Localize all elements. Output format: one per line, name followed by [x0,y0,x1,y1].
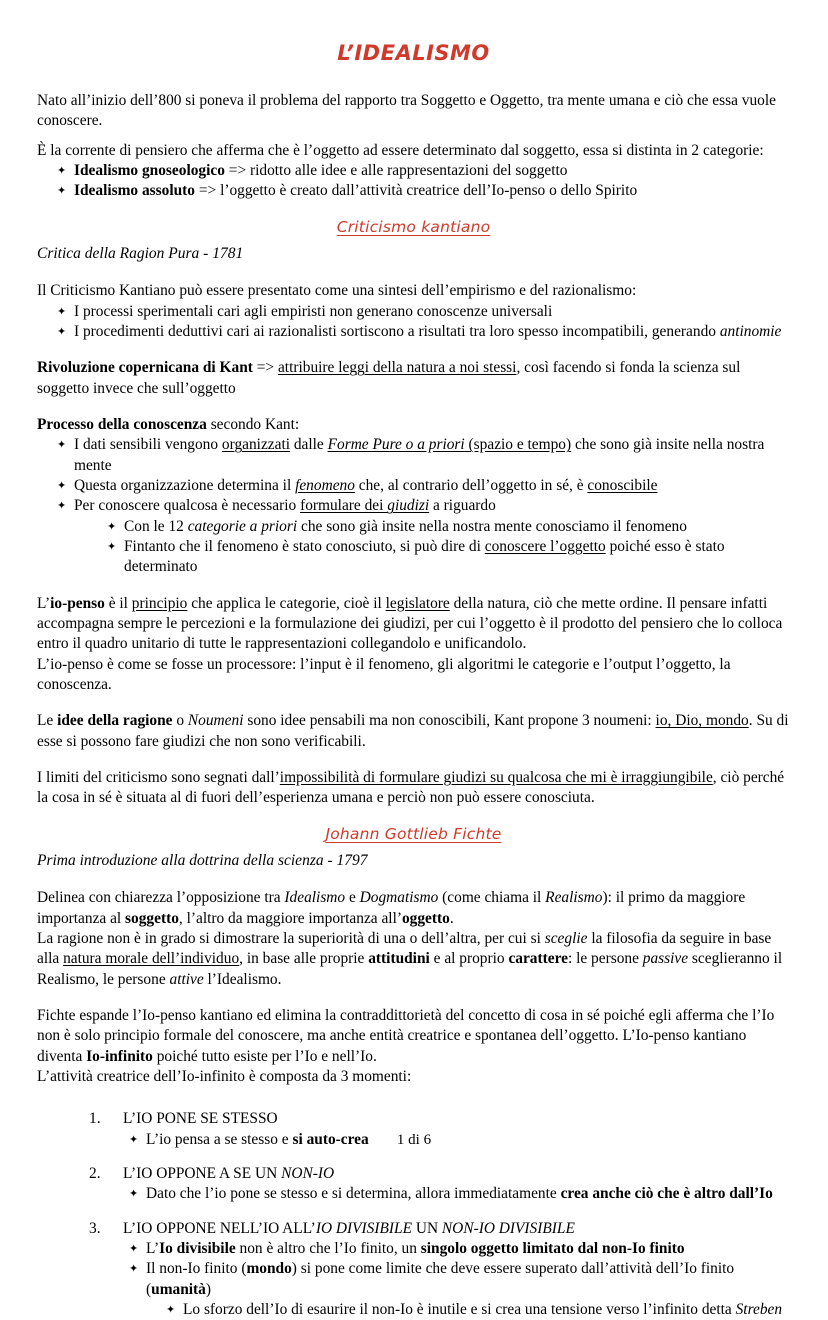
text-run: e [345,889,360,907]
spacer [37,272,790,281]
page-title: L’IDEALISMO [337,41,490,65]
fichte-paragraph-2 [37,929,790,990]
text-italic: sceglie [544,930,588,948]
text-run: I limiti del criticismo sono segnati dall’ [37,769,280,787]
io-penso-paragraph-1 [37,594,790,655]
text-run: l’Idealismo. [203,970,282,988]
spacer [37,578,790,594]
momento-sub-bullet-list [166,1300,790,1320]
processo-rest: secondo Kant: [206,416,300,434]
text-run: , ciò perché la cosa in sé è situata al di fuori dell’esperienza umana e perciò non può essere conosciuta. [37,769,785,807]
spacer [37,342,790,358]
momento-title: L’IO OPPONE A SE UN [123,1165,282,1183]
bullet-underline: formulare dei [300,497,388,515]
bullet-bold: si auto-crea [292,1130,369,1148]
bullet-bold: Io divisibile [159,1240,236,1258]
text-run: la filosofia da seguire in base alla [37,930,772,968]
bullet-italic: antinomie [719,323,782,341]
rivoluzione-rest: , così facendo si fonda la scienza sul soggetto invece che sull’oggetto [37,359,741,397]
fichte-work-reference: Prima introduzione alla dottrina della scienza - 1797 [37,852,368,870]
momento-title-mid: UN [411,1219,442,1237]
text-run: o [172,712,188,730]
bullet-bold-lead: Idealismo assoluto [74,182,196,200]
processo-bullet-list [57,435,790,577]
text-run: è il [104,594,132,612]
bullet-text: non è altro che l’Io finito, un [235,1240,421,1258]
bullet-text: a riguardo [429,497,496,515]
text-run: e al proprio [429,950,509,968]
bullet-underline: conoscere l’oggetto [484,538,606,556]
idee-underline: io, Dio, mondo [655,712,749,730]
fichte-paragraph-1 [37,888,790,929]
io-penso-bold: io-penso [50,594,105,612]
io-penso-paragraph-2: L’io-penso è come se fosse un processore: l’input è il fenomeno, gli algoritmi le categorie e l’output l’oggetto, la conoscenza. [37,655,731,694]
text-run: Le [37,712,58,730]
list-item [89,1219,790,1320]
bullet-bold: umanità [151,1280,206,1298]
criticismo-work-reference: Critica della Ragion Pura - 1781 [37,245,244,263]
bullet-bold-lead: Idealismo gnoseologico [74,162,225,180]
spacer [37,752,790,768]
list-item [129,1239,790,1259]
text-italic: attive [169,970,204,988]
text-run: (come chiama il [438,889,546,907]
text-underline: natura morale dell’individuo [63,950,240,968]
text-run: ): il primo da maggiore importanza al [37,889,746,927]
text-run: . [449,909,454,927]
bullet-underline: conoscibile [587,477,658,495]
bullet-text: che sono già insite nella nostra mente [74,436,765,474]
text-bold: oggetto [401,909,450,927]
page-footer: 1 di 6 [396,1132,432,1148]
text-underline: principio [131,594,188,612]
bullet-text: Questa organizzazione determina il [74,477,296,495]
list-item [166,1300,790,1320]
text-run: sono idee pensabili ma non conoscibili, Kant propone 3 noumeni: [243,712,656,730]
text-run: La ragione non è in grado si dimostrare la superiorità di una o dell’altra, per cui si [37,930,545,948]
text-run: . Su di esse si possono fare giudizi che non sono verificabili. [37,712,789,750]
rivoluzione-copernicana-paragraph [37,358,790,399]
bullet-text: Con le 12 [124,517,188,535]
text-run: , in base alle proprie [239,950,369,968]
text-italic: Dogmatismo [359,889,439,907]
rivoluzione-underlined: attribuire leggi della natura a noi stessi [277,359,517,377]
bullet-text: => ridotto alle idee e alle rappresentazioni del soggetto [224,162,568,180]
bullet-italic-underline: giudizi [387,497,430,515]
idee-italic: Noumeni [187,712,244,730]
limiti-underline: impossibilità di formulare giudizi su qualcosa che mi è irraggiungibile [279,769,713,787]
bullet-text: Fintanto che il fenomeno è stato conosciuto, si può dire di [124,538,485,556]
list-item [89,1164,790,1205]
list-item [129,1259,790,1320]
bullet-text: poiché esso è stato determinato [124,538,725,576]
spacer [37,1087,790,1109]
bullet-italic: categorie a priori [187,517,298,535]
bullet-text: che, al contrario dell’oggetto in sé, è [354,477,588,495]
list-item [57,435,790,476]
bullet-text: ) [205,1280,212,1298]
text-run: L’ [37,594,51,612]
intro-bullet-list [57,161,790,202]
bullet-text: L’io pensa a se stesso e [146,1130,293,1148]
list-item [57,161,790,181]
bullet-underline: (spazio e tempo) [464,436,572,454]
bullet-italic-underline: Forme Pure o a priori [327,436,465,454]
text-italic: passive [642,950,689,968]
text-run: Fichte espande l’Io-penso kantiano ed elimina la contraddittorietà del concetto di cosa in sé poiché egli afferma che l’Io non è solo principio formale del conoscere, ma anche entità creatrice e spontanea dell’oggetto. L’Io-penso kantiano diventa [37,1007,775,1065]
bullet-text: Lo sforzo dell’Io di esaurire il non-Io è inutile e si crea una tensione verso l’infinito detta [183,1301,736,1318]
idee-bold: idee della ragione [57,712,173,730]
momento-bullet-list [129,1184,790,1204]
momento-title-italic: NON-IO [281,1165,335,1183]
intro-paragraph-2: È la corrente di pensiero che afferma che è l’oggetto ad essere determinato dal soggetto, essa si distinta in 2 categorie: [37,141,764,159]
text-italic: Realismo [545,889,603,907]
list-item [107,537,790,578]
processo-bold-lead: Processo della conoscenza [37,416,207,434]
momento-title: L’IO OPPONE NELL’IO ALL’ [123,1219,316,1237]
bullet-bold: singolo oggetto limitato dal non-Io finito [420,1240,685,1258]
list-item [57,181,790,201]
momento-title-italic: IO DIVISIBILE [315,1219,412,1237]
spacer [37,879,790,888]
spacer [37,695,790,711]
section-heading-criticismo: Criticismo kantiano [336,217,491,236]
list-item [57,476,790,496]
idee-della-ragione-paragraph [37,711,790,752]
rivoluzione-bold-lead: Rivoluzione copernicana di Kant [37,359,253,377]
criticismo-intro-line: Il Criticismo Kantiano può essere presentato come una sintesi dell’empirismo e del razionalismo: [37,282,637,300]
text-run: : le persone [567,950,643,968]
list-item [129,1184,790,1204]
bullet-italic: Streben [735,1301,783,1318]
bullet-text: che sono già insite nella nostra mente conosciamo il fenomeno [297,517,687,535]
list-item [107,517,790,537]
list-item [57,322,790,342]
spacer [37,990,790,1006]
momento-title-italic-2: NON-IO DIVISIBILE [441,1219,575,1237]
list-item [57,496,790,577]
text-run: sceglieranno il Realismo, le persone [37,950,783,988]
bullet-text: => l’oggetto è creato dall’attività creatrice dell’Io-penso o dello Spirito [195,182,638,200]
bullet-text: I dati sensibili vengono [74,436,222,454]
momento-bullet-list [129,1239,790,1320]
bullet-text: Per conoscere qualcosa è necessario [74,497,301,515]
bullet-text: dalle [290,436,328,454]
criticismo-intro-bullets [57,302,790,343]
text-bold: attitudini [368,950,430,968]
section-heading-fichte: Johann Gottlieb Fichte [325,824,502,843]
text-italic: Idealismo [284,889,346,907]
momento-title: L’IO PONE SE STESSO [123,1110,278,1128]
bullet-text: I processi sperimentali cari agli empiristi non generano conoscenze universali [74,302,553,320]
text-run: che applica le categorie, cioè il [187,594,386,612]
bullet-text: Il non-Io finito ( [146,1260,247,1278]
bullet-bold: crea anche ciò che è altro dall’Io [560,1185,773,1203]
bullet-text: L’ [146,1240,160,1258]
spacer [37,399,790,415]
text-bold: carattere [508,950,568,968]
spacer [37,132,790,141]
text-bold: soggetto [125,909,179,927]
limiti-criticismo-paragraph [37,768,790,809]
bullet-text: ) si pone come limite che deve essere superato dall’attività dell’Io finito ( [146,1260,735,1298]
bullet-underline: organizzati [221,436,290,454]
bullet-bold: mondo [246,1260,292,1278]
bullet-text: I procedimenti deduttivi cari ai razionalisti sortiscono a risultati tra loro spesso incompatibili, generando [74,323,720,341]
intro-paragraph-1: Nato all’inizio dell’800 si poneva il problema del rapporto tra Soggetto e Oggetto, tra mente umana e ciò che essa vuole conoscere. [37,92,776,130]
fichte-paragraph-3 [37,1006,790,1067]
text-run: poiché tutto esiste per l’Io e nell’Io. [152,1047,377,1065]
processo-sub-bullet-list [107,517,790,578]
processo-conoscenza-lead [37,415,790,435]
text-run: della natura, ciò che mette ordine. Il pensare infatti accompagna sempre le percezioni e la formulazione dei giudizi, per cui l’oggetto è il prodotto del pensiero che lo colloca entro il quadro unitario di tutte le rappresentazioni collegandolo e unificandolo. [37,594,783,653]
text-run: Delinea con chiarezza l’opposizione tra [37,889,285,907]
list-item [57,302,790,322]
bullet-text: Dato che l’io pone se stesso e si determina, allora immediatamente [146,1185,561,1203]
arrow-text: => [252,359,278,377]
text-underline: legislatore [385,594,450,612]
text-run: , l’altro da maggiore importanza all’ [178,909,402,927]
text-bold: Io-infinito [86,1047,153,1065]
bullet-italic-underline: fenomeno [295,477,355,495]
fichte-paragraph-4: L’attività creatrice dell’Io-infinito è composta da 3 momenti: [37,1068,412,1086]
